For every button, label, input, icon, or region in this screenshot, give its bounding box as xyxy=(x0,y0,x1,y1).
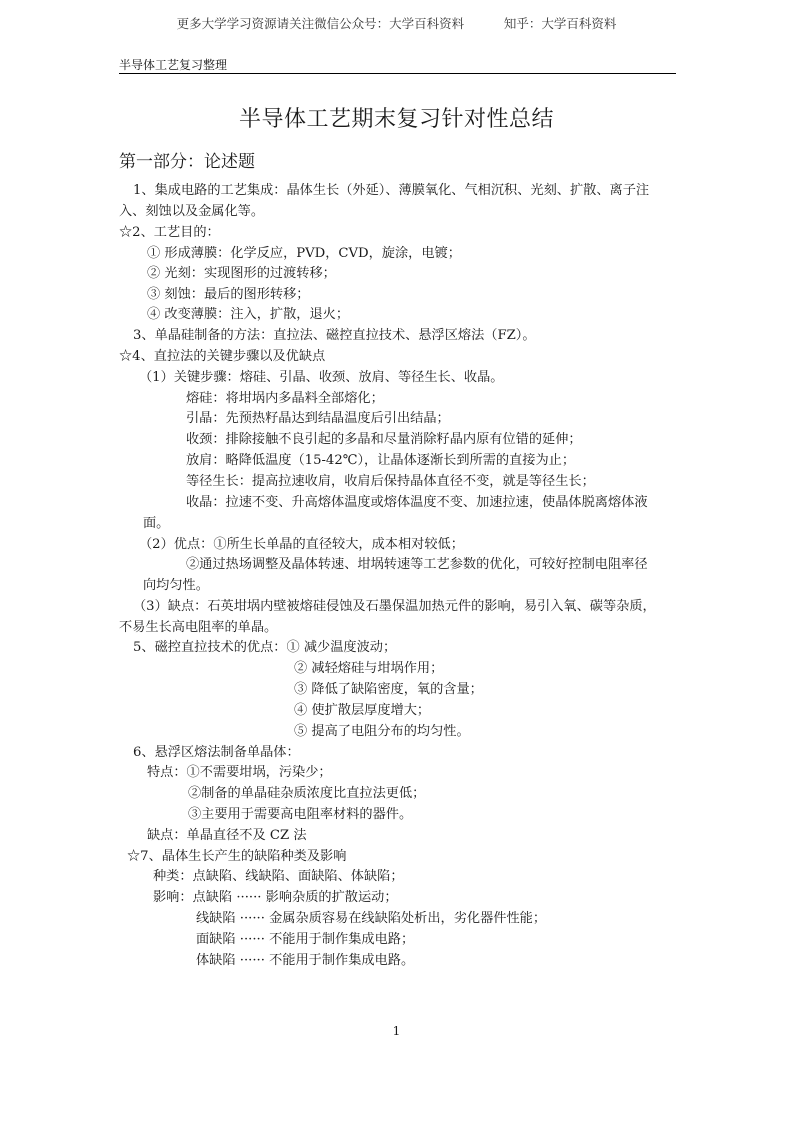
text-line: ☆4、直拉法的关键步骤以及优缺点 xyxy=(119,349,326,364)
text-line: ② 光刻：实现图形的过渡转移； xyxy=(147,266,336,281)
text-line: 收颈：排除接触不良引起的多晶和尽量消除籽晶内原有位错的延伸； xyxy=(186,432,582,447)
text-line: （2）优点：①所生长单晶的直径较大，成本相对较低； xyxy=(139,537,464,552)
text-line: 特点：①不需要坩埚，污染少； xyxy=(147,765,332,780)
text-line: 收晶：拉速不变、升高熔体温度或熔体温度不变、加速拉速，使晶体脱离熔体液 xyxy=(186,495,648,510)
text-line: ③ 刻蚀：最后的图形转移； xyxy=(147,287,310,302)
text-line: ④ 使扩散层厚度增大； xyxy=(294,703,431,718)
text-line: ☆7、晶体生长产生的缺陷种类及影响 xyxy=(127,849,347,864)
text-line: ☆2、工艺目的： xyxy=(119,225,220,240)
text-line: 放肩：略降低温度（15-42℃），让晶体逐渐长到所需的直接为止； xyxy=(186,453,576,468)
text-line: 影响：点缺陷 ······ 影响杂质的扩散运动； xyxy=(153,890,398,905)
text-line: ⑤ 提高了电阻分布的均匀性。 xyxy=(294,724,470,739)
text-line: ③ 降低了缺陷密度，氧的含量； xyxy=(294,682,483,697)
page-number: 1 xyxy=(392,1024,401,1038)
text-line: 6、悬浮区熔法制备单晶体： xyxy=(133,745,300,760)
text-line: （3）缺点：石英坩埚内壁被熔硅侵蚀及石墨保温加热元件的影响，易引入氧、碳等杂质， xyxy=(133,599,656,614)
text-line: 3、单晶硅制备的方法：直拉法、磁控直拉技术、悬浮区熔法（FZ）。 xyxy=(133,328,536,343)
text-line: ① 形成薄膜：化学反应，PVD，CVD，旋涂，电镀； xyxy=(147,246,461,261)
text-line: ② 减轻熔硅与坩埚作用； xyxy=(294,661,444,676)
text-line: 引晶：先预热籽晶达到结晶温度后引出结晶； xyxy=(186,411,450,426)
text-line: ④ 改变薄膜：注入，扩散，退火； xyxy=(147,307,350,322)
text-line: 体缺陷 ······ 不能用于制作集成电路。 xyxy=(196,953,415,968)
document-title: 半导体工艺期末复习针对性总结 xyxy=(238,107,554,132)
text-line: 面。 xyxy=(143,516,170,531)
text-line: 线缺陷 ······ 金属杂质容易在线缺陷处析出，劣化器件性能； xyxy=(196,911,547,926)
text-line: （1）关键步骤：熔硅、引晶、收颈、放肩、等径生长、收晶。 xyxy=(139,370,504,385)
section-heading: 第一部分：论述题 xyxy=(119,152,255,172)
running-header: 半导体工艺复习整理 xyxy=(119,58,228,72)
text-line: 入、刻蚀以及金属化等。 xyxy=(119,204,265,219)
text-line: 熔硅：将坩埚内多晶料全部熔化； xyxy=(186,391,384,406)
text-line: 种类：点缺陷、线缺陷、面缺陷、体缺陷； xyxy=(153,869,404,884)
text-line: ③主要用于需要高电阻率材料的器件。 xyxy=(188,807,413,822)
text-line: 向均匀性。 xyxy=(143,578,209,593)
text-line: 不易生长高电阻率的单晶。 xyxy=(119,620,278,635)
text-line: ②通过热场调整及晶体转速、坩埚转速等工艺参数的优化，可较好控制电阻率径 xyxy=(186,557,648,572)
header-divider xyxy=(119,73,676,74)
text-line: ②制备的单晶硅杂质浓度比直拉法更低； xyxy=(188,786,426,801)
text-line: 1、集成电路的工艺集成：晶体生长（外延）、薄膜氧化、气相沉积、光刻、扩散、离子注 xyxy=(133,183,650,198)
top-banner: 更多大学学习资源请关注微信公众号：大学百科资料 知乎：大学百科资料 xyxy=(176,16,617,31)
text-line: 缺点：单晶直径不及 CZ 法 xyxy=(147,828,307,843)
text-line: 等径生长：提高拉速收肩，收肩后保持晶体直径不变，就是等径生长； xyxy=(186,474,595,489)
text-line: 5、磁控直拉技术的优点：① 减少温度波动； xyxy=(133,640,397,655)
text-line: 面缺陷 ······ 不能用于制作集成电路； xyxy=(196,932,415,947)
